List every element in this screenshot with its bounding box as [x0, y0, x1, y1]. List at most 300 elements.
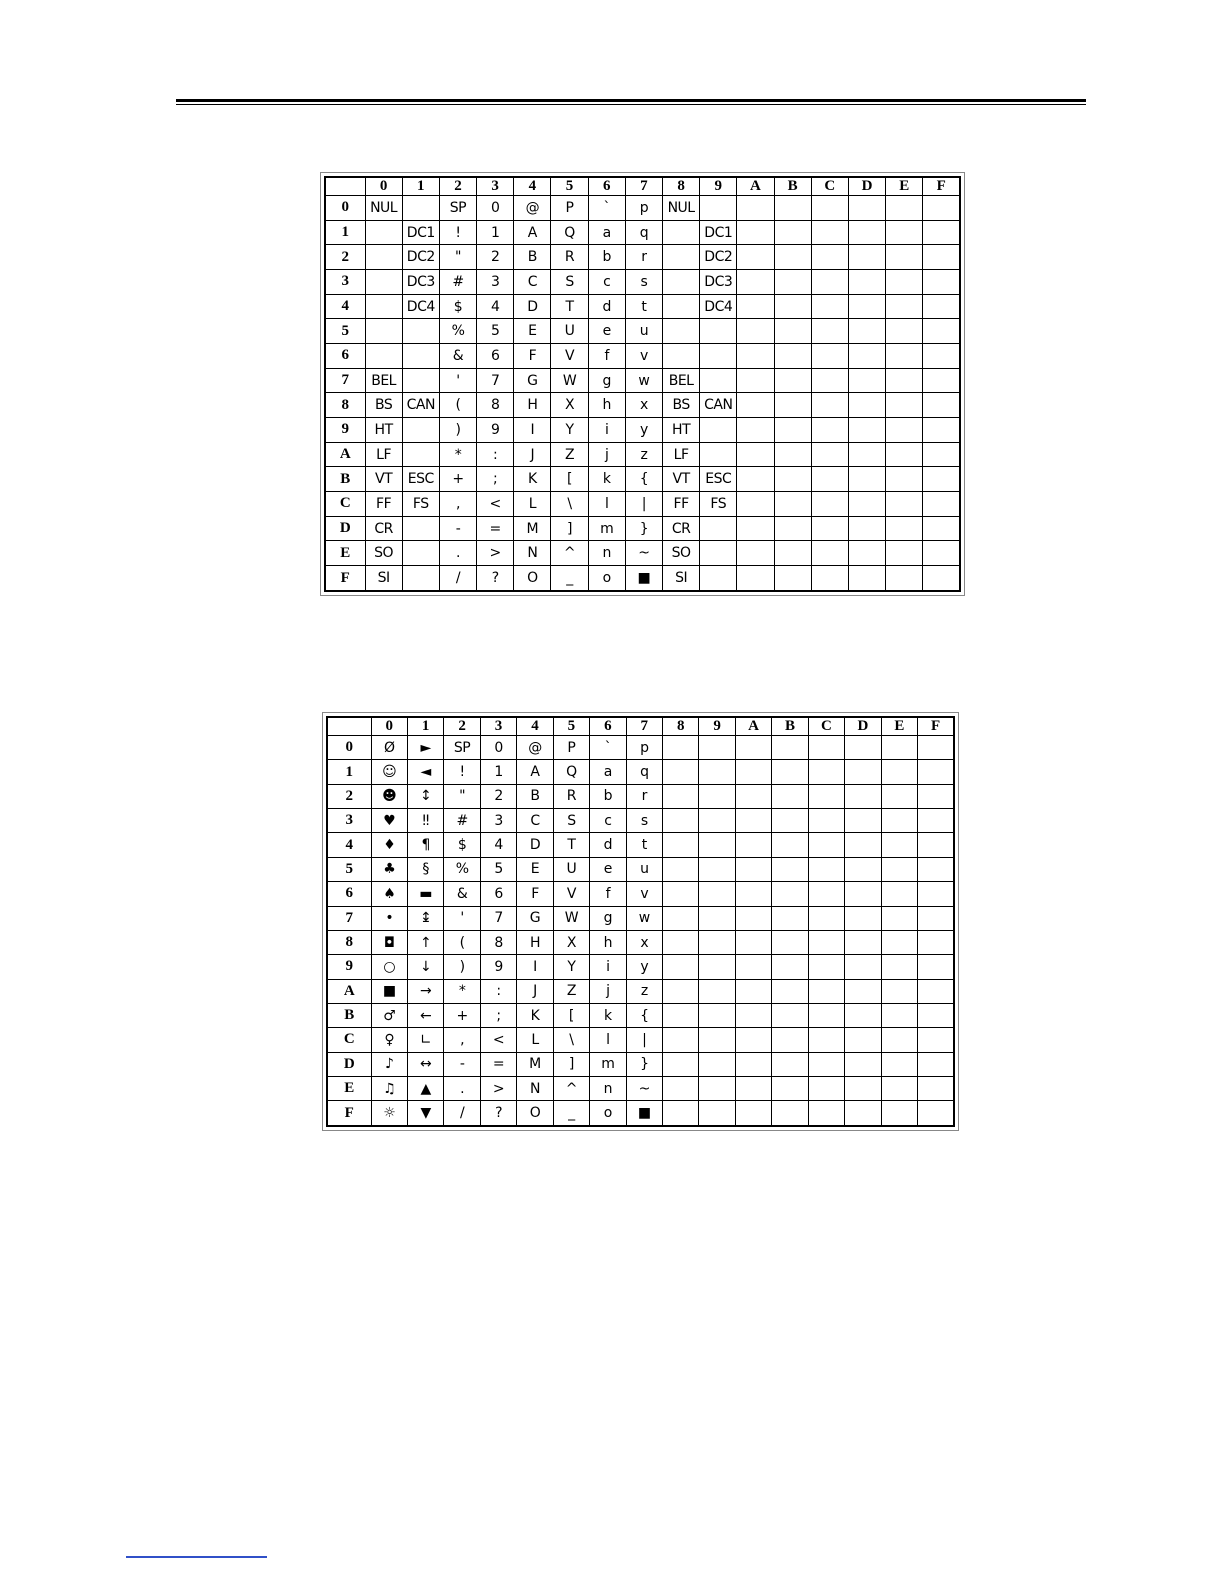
code-cell: [808, 1028, 844, 1052]
code-cell: [772, 1077, 808, 1101]
code-cell: [881, 760, 917, 784]
code-cell: [886, 245, 923, 270]
code-cell: [923, 418, 960, 443]
code-cell: 9: [477, 418, 514, 443]
code-cell: d: [590, 833, 626, 857]
code-cell: @: [514, 196, 551, 221]
code-cell: ¶: [407, 833, 443, 857]
code-cell: [774, 541, 811, 566]
column-header: 8: [663, 177, 700, 196]
code-cell: ?: [477, 566, 514, 591]
code-cell: P: [553, 736, 589, 760]
code-cell: c: [590, 809, 626, 833]
column-header: B: [774, 177, 811, 196]
code-cell: (: [439, 393, 476, 418]
code-cell: [735, 979, 771, 1003]
table-row: [327, 1028, 954, 1052]
code-cell: [811, 245, 848, 270]
code-cell: [: [553, 1003, 589, 1027]
code-cell: [774, 368, 811, 393]
column-header: E: [886, 177, 923, 196]
code-cell: [737, 294, 774, 319]
code-cell: [663, 882, 699, 906]
corner-cell: [325, 177, 365, 196]
code-cell: [848, 541, 885, 566]
code-cell: [735, 784, 771, 808]
code-cell: m: [590, 1052, 626, 1076]
code-cell: O: [514, 566, 551, 591]
table-row: [325, 516, 960, 541]
code-cell: [663, 1003, 699, 1027]
code-cell: DC3: [700, 270, 737, 295]
code-cell: h: [590, 930, 626, 954]
code-cell: [808, 1101, 844, 1126]
code-cell: [811, 344, 848, 369]
code-cell: [881, 955, 917, 979]
code-cell: T: [551, 294, 588, 319]
code-cell: ▼: [407, 1101, 443, 1126]
code-cell: [737, 516, 774, 541]
code-cell: 3: [480, 809, 516, 833]
code-cell: ~: [626, 1077, 662, 1101]
code-cell: Z: [551, 442, 588, 467]
code-cell: [808, 760, 844, 784]
code-cell: G: [514, 368, 551, 393]
code-cell: [663, 220, 700, 245]
row-header: 5: [325, 319, 365, 344]
code-cell: [774, 319, 811, 344]
code-cell: [808, 784, 844, 808]
code-cell: ↓: [407, 955, 443, 979]
code-cell: [737, 467, 774, 492]
code-cell: [881, 882, 917, 906]
table-row: [325, 368, 960, 393]
code-cell: 4: [477, 294, 514, 319]
code-cell: [772, 833, 808, 857]
code-cell: [402, 319, 439, 344]
code-cell: [774, 467, 811, 492]
code-cell: [881, 1028, 917, 1052]
code-cell: I: [514, 418, 551, 443]
code-cell: [774, 492, 811, 517]
code-cell: [774, 442, 811, 467]
code-cell: [848, 220, 885, 245]
code-cell: [735, 1052, 771, 1076]
header-rule-thin: [176, 104, 1086, 105]
code-cell: [923, 319, 960, 344]
code-cell: [663, 294, 700, 319]
code-cell: ;: [480, 1003, 516, 1027]
code-cell: [699, 906, 735, 930]
code-cell: [663, 1101, 699, 1126]
code-cell: [663, 760, 699, 784]
code-cell: VT: [365, 467, 402, 492]
table-row: [327, 736, 954, 760]
code-cell: DC2: [700, 245, 737, 270]
code-cell: DC4: [700, 294, 737, 319]
code-cell: [881, 833, 917, 857]
code-cell: [402, 442, 439, 467]
code-cell: [845, 833, 881, 857]
code-cell: 6: [480, 882, 516, 906]
code-cell: \: [551, 492, 588, 517]
code-cell: {: [626, 1003, 662, 1027]
code-cell: ?: [480, 1101, 516, 1126]
code-cell: a: [590, 760, 626, 784]
code-cell: [663, 906, 699, 930]
code-cell: [811, 196, 848, 221]
code-cell: [735, 760, 771, 784]
code-cell: X: [553, 930, 589, 954]
code-cell: ▬: [407, 882, 443, 906]
header-row: [327, 717, 954, 736]
code-cell: ↑: [407, 930, 443, 954]
code-cell: [737, 566, 774, 591]
table-row: [325, 344, 960, 369]
code-cell: #: [439, 270, 476, 295]
code-cell: e: [588, 319, 625, 344]
code-cell: [848, 344, 885, 369]
code-cell: [811, 270, 848, 295]
code-cell: (: [444, 930, 480, 954]
code-cell: i: [590, 955, 626, 979]
column-header: E: [881, 717, 917, 736]
code-cell: =: [480, 1052, 516, 1076]
code-cell: :: [477, 442, 514, 467]
code-cell: SI: [365, 566, 402, 591]
code-cell: SP: [444, 736, 480, 760]
column-header: 2: [439, 177, 476, 196]
code-cell: [923, 220, 960, 245]
code-cell: P: [551, 196, 588, 221]
column-header: 1: [407, 717, 443, 736]
code-cell: [402, 344, 439, 369]
code-cell: [774, 220, 811, 245]
code-cell: ♣: [371, 857, 407, 881]
code-cell: u: [625, 319, 662, 344]
code-cell: [811, 516, 848, 541]
code-cell: [886, 442, 923, 467]
code-cell: FS: [402, 492, 439, 517]
code-cell: }: [625, 516, 662, 541]
code-cell: y: [626, 955, 662, 979]
code-cell: C: [517, 809, 553, 833]
code-cell: j: [590, 979, 626, 1003]
code-cell: x: [626, 930, 662, 954]
row-header: B: [327, 1003, 371, 1027]
code-cell: r: [625, 245, 662, 270]
code-cell: [886, 368, 923, 393]
code-cell: [918, 784, 954, 808]
code-cell: ESC: [402, 467, 439, 492]
code-cell: u: [626, 857, 662, 881]
code-cell: [886, 319, 923, 344]
column-header: 6: [590, 717, 626, 736]
code-cell: z: [626, 979, 662, 1003]
code-cell: [918, 979, 954, 1003]
code-cell: S: [553, 809, 589, 833]
code-cell: [700, 368, 737, 393]
code-cell: [699, 857, 735, 881]
code-cell: Y: [551, 418, 588, 443]
code-cell: [886, 418, 923, 443]
code-cell: [774, 196, 811, 221]
code-cell: %: [444, 857, 480, 881]
column-header: 3: [480, 717, 516, 736]
code-cell: F: [514, 344, 551, 369]
column-header: B: [772, 717, 808, 736]
column-header: C: [808, 717, 844, 736]
code-cell: [699, 1003, 735, 1027]
code-cell: [699, 955, 735, 979]
code-cell: [737, 393, 774, 418]
code-cell: [735, 857, 771, 881]
row-header: F: [325, 566, 365, 591]
code-cell: FF: [663, 492, 700, 517]
code-cell: [918, 882, 954, 906]
code-cell: [886, 492, 923, 517]
table-row: [327, 809, 954, 833]
code-cell: Z: [553, 979, 589, 1003]
table-row: [327, 979, 954, 1003]
code-cell: [402, 566, 439, 591]
code-cell: W: [553, 906, 589, 930]
code-cell: [848, 467, 885, 492]
code-cell: [774, 566, 811, 591]
code-cell: [923, 442, 960, 467]
code-cell: [808, 809, 844, 833]
code-cell: [402, 541, 439, 566]
code-cell: [737, 319, 774, 344]
table-row: [325, 196, 960, 221]
code-cell: ♫: [371, 1077, 407, 1101]
code-cell: I: [517, 955, 553, 979]
column-header: 7: [625, 177, 662, 196]
code-cell: [772, 760, 808, 784]
code-cell: ESC: [700, 467, 737, 492]
code-cell: ■: [626, 1101, 662, 1126]
code-cell: l: [588, 492, 625, 517]
code-cell: >: [477, 541, 514, 566]
table-row: [327, 857, 954, 881]
code-cell: {: [625, 467, 662, 492]
code-cell: [886, 393, 923, 418]
code-cell: [808, 1052, 844, 1076]
code-cell: [923, 270, 960, 295]
code-cell: H: [514, 393, 551, 418]
code-cell: t: [626, 833, 662, 857]
code-cell: BEL: [365, 368, 402, 393]
code-cell: [774, 344, 811, 369]
code-cell: NUL: [365, 196, 402, 221]
code-cell: [735, 1003, 771, 1027]
code-cell: SO: [663, 541, 700, 566]
code-cell: [700, 541, 737, 566]
code-cell: [881, 1052, 917, 1076]
table-row: [325, 319, 960, 344]
column-header: 4: [514, 177, 551, 196]
code-cell: [881, 906, 917, 930]
code-cell: [772, 930, 808, 954]
code-cell: [881, 979, 917, 1003]
code-cell: [735, 736, 771, 760]
code-cell: [886, 270, 923, 295]
column-header: C: [811, 177, 848, 196]
corner-cell: [327, 717, 371, 736]
code-cell: DC3: [402, 270, 439, 295]
code-cell: b: [588, 245, 625, 270]
code-cell: X: [551, 393, 588, 418]
code-cell: d: [588, 294, 625, 319]
code-cell: =: [477, 516, 514, 541]
code-cell: F: [517, 882, 553, 906]
code-cell: ,: [444, 1028, 480, 1052]
code-cell: [663, 979, 699, 1003]
code-cell: [845, 784, 881, 808]
code-cell: ‼: [407, 809, 443, 833]
code-cell: [772, 1052, 808, 1076]
code-cell: [700, 196, 737, 221]
table-row: [325, 442, 960, 467]
code-cell: SP: [439, 196, 476, 221]
code-cell: [663, 930, 699, 954]
code-cell: T: [553, 833, 589, 857]
code-cell: [700, 442, 737, 467]
code-cell: [811, 393, 848, 418]
row-header: F: [327, 1101, 371, 1126]
code-cell: t: [625, 294, 662, 319]
code-cell: CAN: [402, 393, 439, 418]
code-cell: ^: [553, 1077, 589, 1101]
code-cell: ↔: [407, 1052, 443, 1076]
code-cell: [923, 516, 960, 541]
code-cell: [918, 857, 954, 881]
code-cell: %: [439, 319, 476, 344]
header-row: [325, 177, 960, 196]
code-cell: [923, 245, 960, 270]
code-cell: [845, 1003, 881, 1027]
row-header: 5: [327, 857, 371, 881]
code-cell: DC2: [402, 245, 439, 270]
code-cell: [699, 760, 735, 784]
code-cell: ♪: [371, 1052, 407, 1076]
code-cell: ▲: [407, 1077, 443, 1101]
code-cell: s: [626, 809, 662, 833]
row-header: 1: [327, 760, 371, 784]
code-cell: [402, 196, 439, 221]
code-cell: [845, 1052, 881, 1076]
code-cell: 5: [480, 857, 516, 881]
code-cell: [699, 979, 735, 1003]
code-cell: B: [517, 784, 553, 808]
code-cell: ': [439, 368, 476, 393]
code-cell: [848, 516, 885, 541]
code-cell: [845, 1028, 881, 1052]
code-cell: [886, 344, 923, 369]
code-cell: BEL: [663, 368, 700, 393]
code-cell: [811, 492, 848, 517]
table-row: [325, 270, 960, 295]
code-cell: 0: [480, 736, 516, 760]
code-cell: [845, 857, 881, 881]
code-cell: [845, 930, 881, 954]
code-cell: g: [590, 906, 626, 930]
code-cell: [918, 930, 954, 954]
code-cell: DC4: [402, 294, 439, 319]
code-cell: [923, 368, 960, 393]
code-cell: [774, 245, 811, 270]
code-cell: !: [439, 220, 476, 245]
code-cell: [811, 220, 848, 245]
table-row: [327, 760, 954, 784]
column-header: 8: [663, 717, 699, 736]
code-cell: L: [514, 492, 551, 517]
code-cell: j: [588, 442, 625, 467]
column-header: 3: [477, 177, 514, 196]
code-cell: [402, 418, 439, 443]
code-cell: p: [625, 196, 662, 221]
code-cell: 1: [480, 760, 516, 784]
code-cell: [923, 566, 960, 591]
code-cell: -: [444, 1052, 480, 1076]
code-cell: [737, 368, 774, 393]
code-cell: [365, 220, 402, 245]
code-cell: /: [444, 1101, 480, 1126]
code-cell: A: [517, 760, 553, 784]
code-cell: ◄: [407, 760, 443, 784]
code-cell: +: [444, 1003, 480, 1027]
code-cell: _: [553, 1101, 589, 1126]
code-cell: r: [626, 784, 662, 808]
code-cell: [848, 270, 885, 295]
code-cell: ]: [553, 1052, 589, 1076]
code-cell: [774, 294, 811, 319]
code-cell: [772, 809, 808, 833]
table-row: [325, 393, 960, 418]
code-cell: [699, 809, 735, 833]
code-cell: ↕: [407, 784, 443, 808]
code-cell: .: [439, 541, 476, 566]
code-cell: 4: [480, 833, 516, 857]
code-cell: G: [517, 906, 553, 930]
code-cell: [811, 541, 848, 566]
code-cell: [923, 492, 960, 517]
code-cell: a: [588, 220, 625, 245]
character-code-table-1: [320, 172, 965, 596]
code-cell: R: [553, 784, 589, 808]
row-header: C: [325, 492, 365, 517]
code-cell: [699, 736, 735, 760]
column-header: 0: [371, 717, 407, 736]
row-header: 1: [325, 220, 365, 245]
table-row: [327, 833, 954, 857]
code-cell: ■: [625, 566, 662, 591]
code-cell: •: [371, 906, 407, 930]
code-cell: [918, 955, 954, 979]
code-cell: e: [590, 857, 626, 881]
code-cell: [918, 809, 954, 833]
column-header: 1: [402, 177, 439, 196]
code-cell: [848, 566, 885, 591]
code-cell: K: [514, 467, 551, 492]
code-cell: [365, 294, 402, 319]
table-row: [325, 220, 960, 245]
code-cell: [402, 516, 439, 541]
code-cell: [699, 930, 735, 954]
code-cell: [402, 368, 439, 393]
code-cell: ∟: [407, 1028, 443, 1052]
code-table-1: [324, 176, 961, 592]
